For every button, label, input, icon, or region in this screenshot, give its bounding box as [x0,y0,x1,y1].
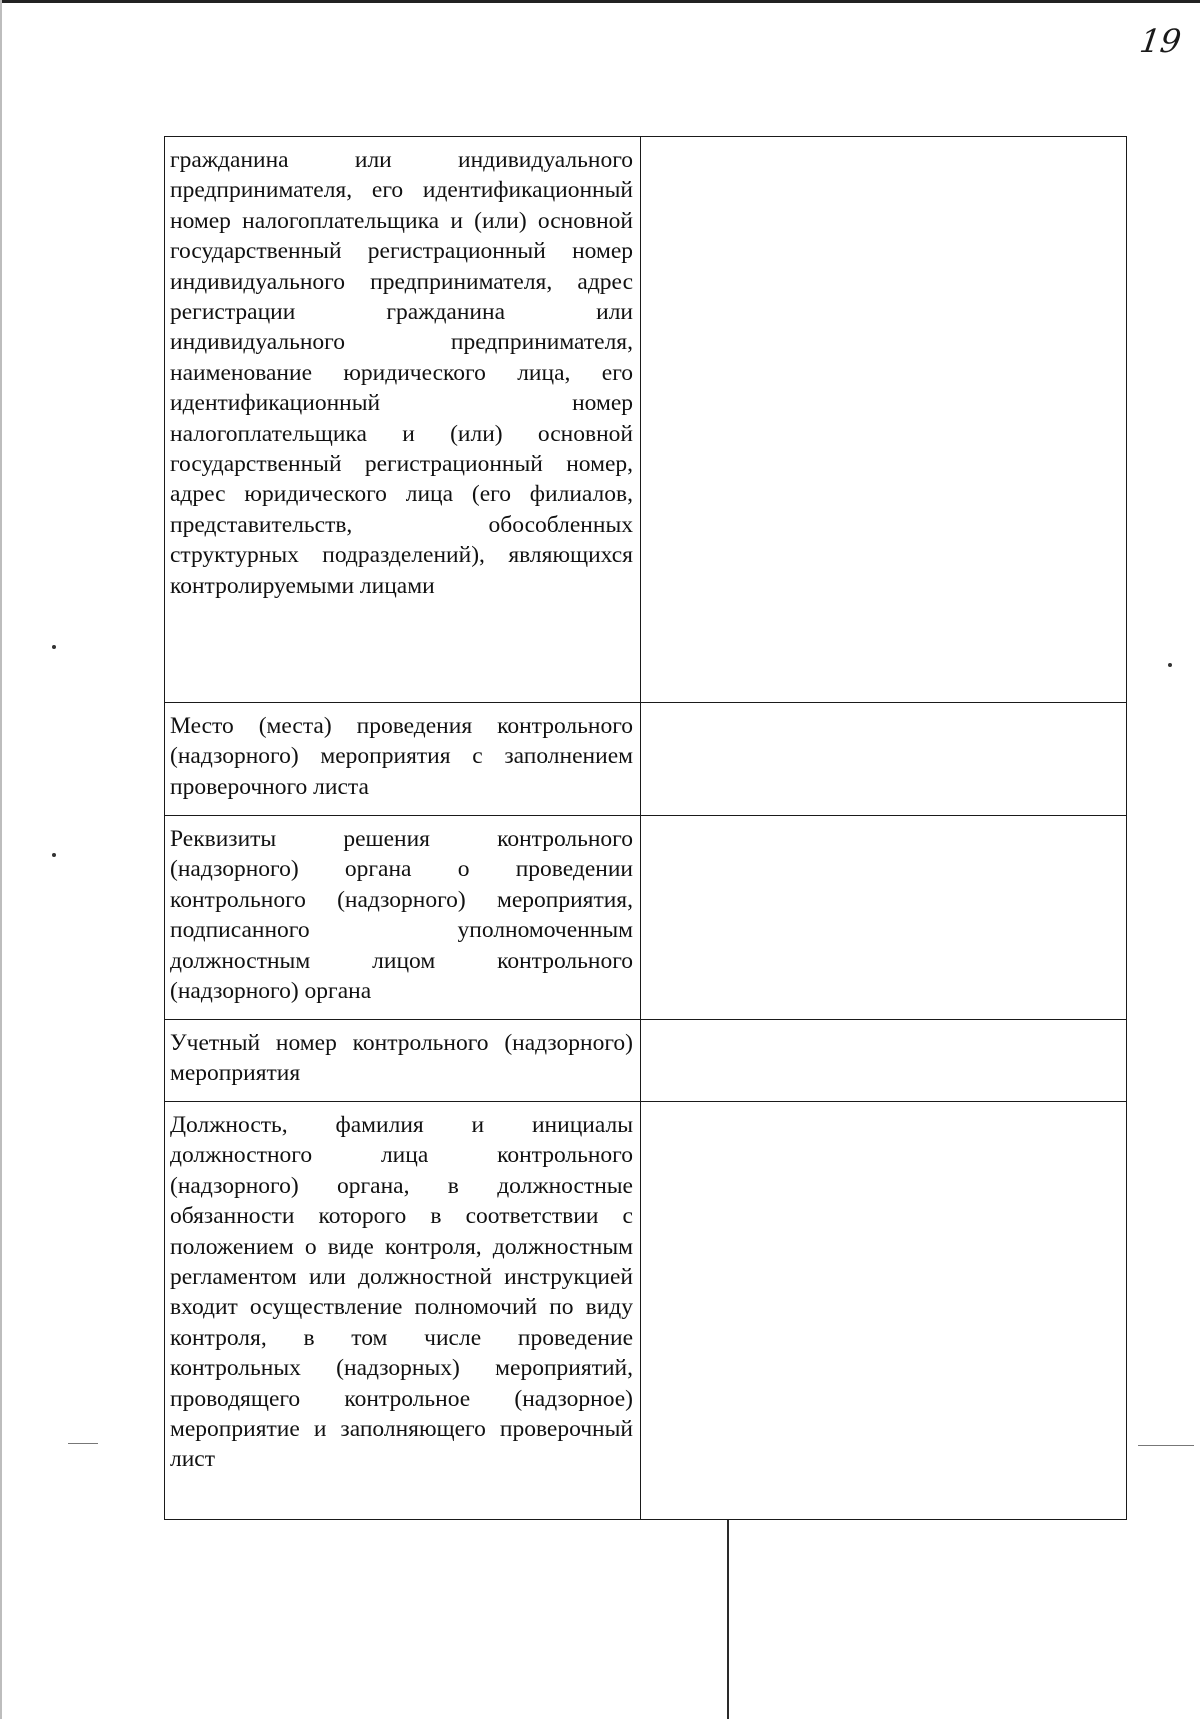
row-label: Место (места) проведения контрольного (надзорного) мероприятия с заполнением проверочного листа [170,713,633,800]
inspection-form-table [164,136,1127,1520]
scan-top-edge [0,0,1200,3]
row-label: Должность, фамилия и инициалы должностного лица контрольного (надзорного) органа, в должностные обязанности которого в соответствии с положением о виде контроля, должностным регламентом или должностной инструкцией входит осуществление полномочий по виду контроля, в том числе проведение контрольных (надзорных) мероприятий, проводящего контрольное (надзорное) мероприятие и заполняющего проверочный лист [170,1112,633,1473]
scan-artifact-dot [52,853,56,857]
row-label-cell [165,1020,641,1102]
row-label: гражданина или индивидуального предпринимателя, его идентификационный номер налогоплательщика и (или) основной государственный регистрационный номер индивидуального предпринимателя, адрес регистрации гражданина или индивидуального предпринимателя, наименование юридического лица, его идентификационный номер налогоплательщика и (или) основной государственный регистрационный номер, адрес юридического лица (его филиалов, представительств, обособленных структурных подразделений), являющихся контролируемыми лицами [170,147,633,599]
page-number: 19 [1137,22,1184,60]
row-value-cell[interactable] [641,137,1127,703]
table-row [165,1020,1127,1102]
row-label-cell [165,703,641,816]
row-label: Учетный номер контрольного (надзорного) мероприятия [170,1030,633,1087]
row-value-cell[interactable] [641,703,1127,816]
table-row [165,816,1127,1020]
scan-left-edge [0,0,2,1719]
scan-artifact-dot [1168,663,1172,667]
table-row [165,137,1127,703]
scan-artifact-dash [1138,1445,1194,1446]
scan-artifact-line [727,1520,729,1719]
table-row [165,1102,1127,1520]
row-value-cell[interactable] [641,816,1127,1020]
row-label-cell [165,816,641,1020]
scan-artifact-dot [52,645,56,649]
row-label-cell [165,1102,641,1520]
scan-artifact-dash [68,1443,98,1444]
row-value-cell[interactable] [641,1020,1127,1102]
row-label-cell [165,137,641,703]
row-value-cell[interactable] [641,1102,1127,1520]
row-label: Реквизиты решения контрольного (надзорного) органа о проведении контрольного (надзорного) мероприятия, подписанного уполномоченным должностным лицом контрольного (надзорного) органа [170,826,633,1005]
table-row [165,703,1127,816]
